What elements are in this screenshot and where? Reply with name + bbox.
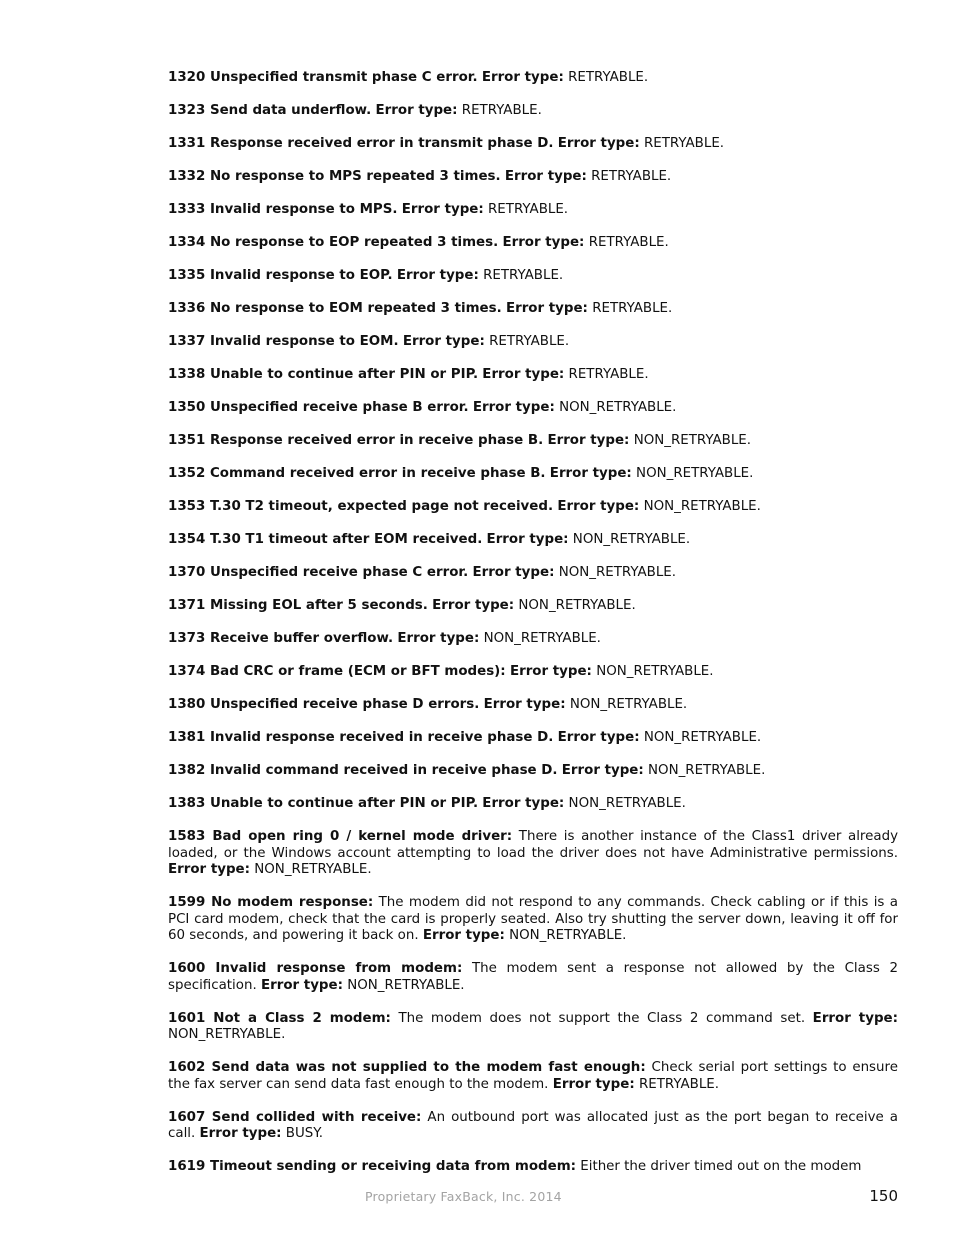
error-type-label: Error type: (472, 400, 555, 415)
error-code: 1350 (168, 400, 206, 415)
error-type-label: Error type: (812, 1010, 898, 1026)
error-code: 1380 (168, 697, 206, 712)
error-type-label: Error type: (397, 631, 480, 646)
error-entry (168, 631, 898, 648)
error-heading (168, 70, 478, 85)
error-heading (168, 202, 397, 217)
error-title: Invalid response to MPS. (209, 202, 398, 217)
error-type-value: BUSY. (285, 1126, 323, 1141)
error-type-value: RETRYABLE. (489, 334, 570, 349)
error-title: Invalid response to EOP. (209, 268, 393, 283)
error-entry (168, 664, 898, 681)
error-code: 1371 (168, 598, 206, 613)
error-title: Invalid command received in receive phase D. (209, 763, 558, 778)
error-title: Unspecified receive phase B error. (209, 400, 469, 415)
error-type-value: NON_RETRYABLE. (643, 499, 761, 514)
error-entry (168, 400, 898, 417)
error-code: 1381 (168, 730, 206, 745)
error-entry (168, 169, 898, 186)
error-heading (168, 1011, 391, 1026)
error-entry (168, 796, 898, 813)
error-type-value: NON_RETRYABLE. (636, 466, 754, 481)
error-entry (168, 763, 898, 780)
error-code: 1370 (168, 565, 206, 580)
error-heading (168, 1060, 646, 1075)
error-type-label: Error type: (481, 70, 564, 85)
error-heading (168, 466, 546, 481)
error-title: Command received error in receive phase B. (209, 466, 546, 481)
error-type-value: NON_RETRYABLE. (483, 631, 601, 646)
error-type-label: Error type: (502, 235, 585, 250)
error-description: The modem does not support the Class 2 command set. (398, 1010, 806, 1026)
error-heading (168, 1110, 421, 1125)
error-type-label: Error type: (486, 532, 569, 547)
error-heading (168, 697, 479, 712)
error-description: Either the driver timed out on the modem (580, 1159, 862, 1174)
error-heading (168, 169, 501, 184)
error-code: 1352 (168, 466, 206, 481)
error-title: Missing EOL after 5 seconds. (209, 598, 428, 613)
error-type-value: NON_RETRYABLE. (518, 598, 636, 613)
error-code: 1351 (168, 433, 206, 448)
error-heading (168, 103, 371, 118)
error-code: 1599 (168, 895, 206, 910)
error-title: Response received error in transmit phase D. (209, 136, 554, 151)
error-type-label: Error type: (402, 334, 485, 349)
error-code: 1335 (168, 268, 206, 283)
page-number: 150 (869, 1187, 898, 1205)
error-heading (168, 565, 468, 580)
error-type-value: NON_RETRYABLE. (633, 433, 752, 448)
error-type-value: NON_RETRYABLE. (643, 730, 762, 745)
error-type-value: RETRYABLE. (483, 268, 564, 283)
error-title: No response to EOP repeated 3 times. (209, 235, 499, 250)
error-code: 1336 (168, 301, 206, 316)
error-entry (168, 136, 898, 153)
error-code: 1382 (168, 763, 206, 778)
error-heading (168, 961, 462, 976)
error-entry (168, 301, 898, 318)
error-entry (168, 598, 898, 615)
error-entry (168, 1060, 898, 1093)
error-title: Invalid response from modem: (215, 961, 463, 976)
error-type-label: Error type: (168, 862, 250, 877)
error-entry (168, 961, 898, 994)
error-code: 1607 (168, 1109, 206, 1125)
error-type-label: Error type: (375, 103, 458, 118)
error-heading (168, 334, 399, 349)
error-entry (168, 565, 898, 582)
error-title: Unspecified receive phase D errors. (209, 697, 480, 712)
error-type-label: Error type: (432, 598, 515, 613)
error-entry (168, 202, 898, 219)
error-heading (168, 301, 502, 316)
error-code: 1337 (168, 334, 206, 349)
error-description: The modem sent a response not allowed by the Class 2 specification. (168, 961, 898, 993)
error-title: Send collided with receive: (211, 1109, 422, 1125)
error-type-label: Error type: (509, 664, 592, 679)
error-type-label: Error type: (199, 1126, 282, 1141)
error-entry (168, 466, 898, 483)
error-title: Bad CRC or frame (ECM or BFT modes): (209, 664, 506, 679)
error-type-value: RETRYABLE. (643, 136, 725, 151)
error-heading (168, 829, 512, 844)
error-code: 1331 (168, 136, 206, 151)
error-description: The modem did not respond to any commands. Check cabling or if this is a PCI card modem, check that the card is properly seated. Also try shutting the server down, leaving it off for 60 seconds, and powering it back on. (168, 895, 898, 943)
error-entry (168, 103, 898, 120)
error-entry (168, 70, 898, 87)
error-entry (168, 367, 898, 384)
error-heading (168, 664, 506, 679)
error-type-value: RETRYABLE. (488, 202, 569, 217)
error-code: 1602 (168, 1060, 206, 1075)
error-title: Unspecified transmit phase C error. (209, 70, 478, 85)
error-heading (168, 136, 553, 151)
error-heading (168, 235, 498, 250)
page-footer (0, 1187, 954, 1205)
error-heading (168, 268, 393, 283)
error-type-label: Error type: (549, 466, 632, 481)
error-title: No response to EOM repeated 3 times. (209, 301, 502, 316)
error-entry (168, 499, 898, 516)
error-code: 1600 (168, 961, 206, 976)
error-type-value: RETRYABLE. (638, 1076, 720, 1092)
error-title: T.30 T1 timeout after EOM received. (209, 532, 483, 547)
error-code: 1320 (168, 70, 206, 85)
error-type-value: RETRYABLE. (591, 169, 672, 184)
error-heading (168, 895, 373, 910)
error-type-label: Error type: (557, 136, 640, 151)
error-title: Unable to continue after PIN or PIP. (209, 367, 479, 382)
error-entry (168, 1159, 898, 1176)
error-code: 1374 (168, 664, 206, 679)
error-heading (168, 730, 553, 745)
error-code: 1333 (168, 202, 206, 217)
error-type-value: NON_RETRYABLE. (558, 565, 677, 580)
error-title: Not a Class 2 modem: (213, 1010, 391, 1026)
error-type-label: Error type: (504, 169, 587, 184)
error-type-value: NON_RETRYABLE. (569, 697, 688, 712)
error-type-value: NON_RETRYABLE. (648, 763, 766, 778)
error-entry (168, 334, 898, 351)
error-type-label: Error type: (505, 301, 588, 316)
error-title: Unspecified receive phase C error. (209, 565, 469, 580)
error-heading (168, 499, 553, 514)
error-type-value: NON_RETRYABLE. (509, 928, 627, 943)
error-type-label: Error type: (422, 928, 505, 943)
error-entry (168, 895, 898, 945)
error-entry (168, 697, 898, 714)
error-heading (168, 532, 482, 547)
error-entry (168, 1110, 898, 1143)
error-type-label: Error type: (482, 796, 565, 811)
error-code: 1334 (168, 235, 206, 250)
error-type-value: RETRYABLE. (568, 367, 649, 382)
error-type-label: Error type: (552, 1076, 635, 1092)
error-heading (168, 763, 558, 778)
error-type-label: Error type: (396, 268, 479, 283)
error-title: Send data was not supplied to the modem fast enough: (211, 1060, 646, 1075)
error-title: No response to MPS repeated 3 times. (209, 169, 501, 184)
error-code: 1583 (168, 829, 206, 844)
error-type-label: Error type: (561, 763, 644, 778)
error-type-value: NON_RETRYABLE. (572, 532, 691, 547)
error-title: Receive buffer overflow. (209, 631, 394, 646)
error-code: 1332 (168, 169, 206, 184)
error-title: Timeout sending or receiving data from modem: (209, 1159, 576, 1174)
error-entry (168, 730, 898, 747)
error-entry (168, 268, 898, 285)
error-type-label: Error type: (483, 697, 566, 712)
error-type-label: Error type: (547, 433, 630, 448)
error-description: An outbound port was allocated just as the port began to receive a call. (168, 1109, 898, 1141)
error-entry (168, 1011, 898, 1044)
error-heading (168, 598, 428, 613)
error-code: 1601 (168, 1010, 206, 1026)
error-heading (168, 1159, 576, 1174)
error-code: 1353 (168, 499, 206, 514)
error-type-value: NON_RETRYABLE. (168, 1027, 286, 1042)
error-code: 1373 (168, 631, 206, 646)
error-type-label: Error type: (557, 499, 640, 514)
error-type-label: Error type: (472, 565, 555, 580)
error-heading (168, 796, 478, 811)
error-title: Invalid response to EOM. (209, 334, 399, 349)
error-title: No modem response: (211, 895, 374, 910)
error-heading (168, 433, 543, 448)
error-type-value: RETRYABLE. (461, 103, 542, 118)
error-entry (168, 433, 898, 450)
error-type-label: Error type: (260, 977, 343, 993)
error-title: Send data underflow. (209, 103, 372, 118)
error-heading (168, 400, 469, 415)
error-code: 1383 (168, 796, 206, 811)
error-type-value: NON_RETRYABLE. (254, 862, 372, 877)
error-title: Bad open ring 0 / kernel mode driver: (212, 829, 513, 844)
error-type-label: Error type: (557, 730, 640, 745)
error-entry (168, 532, 898, 549)
error-type-value: NON_RETRYABLE. (559, 400, 677, 415)
error-title: Response received error in receive phase B. (209, 433, 544, 448)
error-code: 1338 (168, 367, 206, 382)
error-type-value: NON_RETRYABLE. (596, 664, 714, 679)
footer-copyright: Proprietary FaxBack, Inc. 2014 (365, 1189, 562, 1204)
error-type-value: RETRYABLE. (568, 70, 649, 85)
error-description: There is another instance of the Class1 driver already loaded, or the Windows account attempting to load the driver does not have Administrative permissions. (168, 829, 898, 861)
error-type-label: Error type: (482, 367, 565, 382)
error-entry (168, 829, 898, 879)
error-code: 1354 (168, 532, 206, 547)
error-heading (168, 367, 478, 382)
error-entry (168, 235, 898, 252)
error-type-value: NON_RETRYABLE. (568, 796, 686, 811)
error-heading (168, 631, 393, 646)
error-code: 1323 (168, 103, 206, 118)
error-description: Check serial port settings to ensure the fax server can send data fast enough to the modem. (168, 1060, 898, 1092)
error-type-value: NON_RETRYABLE. (347, 977, 465, 993)
error-code-list (168, 70, 898, 1192)
error-title: Invalid response received in receive phase D. (209, 730, 554, 745)
error-type-value: RETRYABLE. (588, 235, 669, 250)
error-type-value: RETRYABLE. (592, 301, 673, 316)
error-code: 1619 (168, 1159, 206, 1174)
error-title: Unable to continue after PIN or PIP. (209, 796, 479, 811)
error-title: T.30 T2 timeout, expected page not received. (209, 499, 554, 514)
error-type-label: Error type: (401, 202, 484, 217)
